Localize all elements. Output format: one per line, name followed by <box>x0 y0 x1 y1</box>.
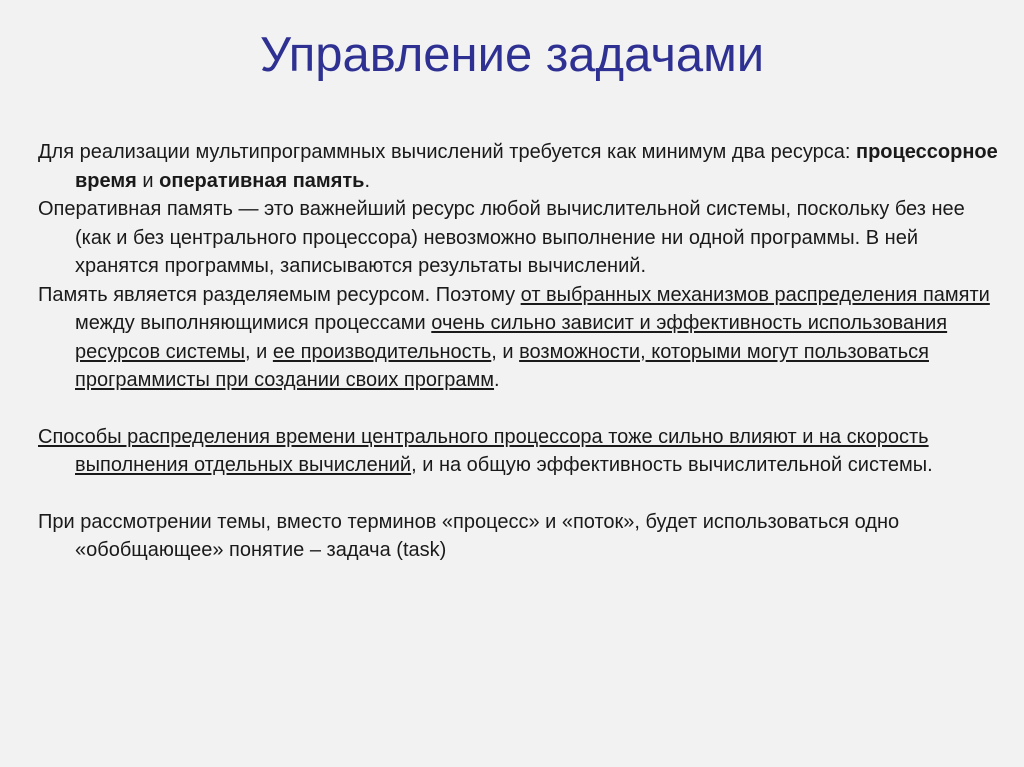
p3-underline-performance: ее производительность <box>272 340 492 363</box>
p3-underline-mechanisms: от выбранных механизмов распределения памяти <box>520 283 990 306</box>
p1-bold-cpu-time: процессорное время <box>75 141 998 192</box>
paragraph-ram <box>38 195 1000 281</box>
slide-body <box>38 138 1000 565</box>
spacer <box>38 480 1000 508</box>
p4-underline-cpu-methods: Способы распределения времени центрального процессора тоже сильно влияют и на скорость выполнения отдельных вычислений <box>38 425 929 476</box>
slide-title: Управление задачами <box>259 28 765 82</box>
p2-text: Оперативная память — это важнейший ресурс любой вычислительной системы, поскольку без нее (как и без центрального процессора) невозможно выполнение ни одной программы. В ней хранятся программы, записываются результаты вычислений. <box>38 198 965 277</box>
spacer <box>38 395 1000 423</box>
p1-lead: Для реализации мультипрограммных вычислений требуется как минимум два ресурса: <box>38 141 856 163</box>
p3-tail: . <box>494 369 500 391</box>
paragraph-shared-memory <box>38 281 1000 395</box>
p3-mid1: между выполняющимися процессами <box>75 312 432 334</box>
p3-underline-efficiency: очень сильно зависит и эффективность использования ресурсов системы <box>75 312 948 363</box>
p3-underline-capabilities: возможности, которыми могут пользоваться программисты при создании своих программ <box>75 340 929 391</box>
p1-tail: . <box>364 169 371 192</box>
p3-mid3: , и <box>491 340 520 363</box>
paragraph-cpu-time <box>38 423 1000 480</box>
p3-lead: Память является разделяемым ресурсом. Поэтому <box>38 283 521 306</box>
p5-text: При рассмотрении темы, вместо терминов «процесс» и «поток», будет использоваться одно «обобщающее» понятие – задача (task) <box>38 510 900 561</box>
p1-mid: и <box>136 169 160 192</box>
paragraph-task-term <box>38 508 1000 565</box>
p3-mid2: , и <box>245 340 273 363</box>
p1-bold-ram: оперативная память <box>159 169 365 192</box>
p4-tail: , и на общую эффективность вычислительной системы. <box>411 454 933 476</box>
paragraph-resources <box>38 138 1000 195</box>
